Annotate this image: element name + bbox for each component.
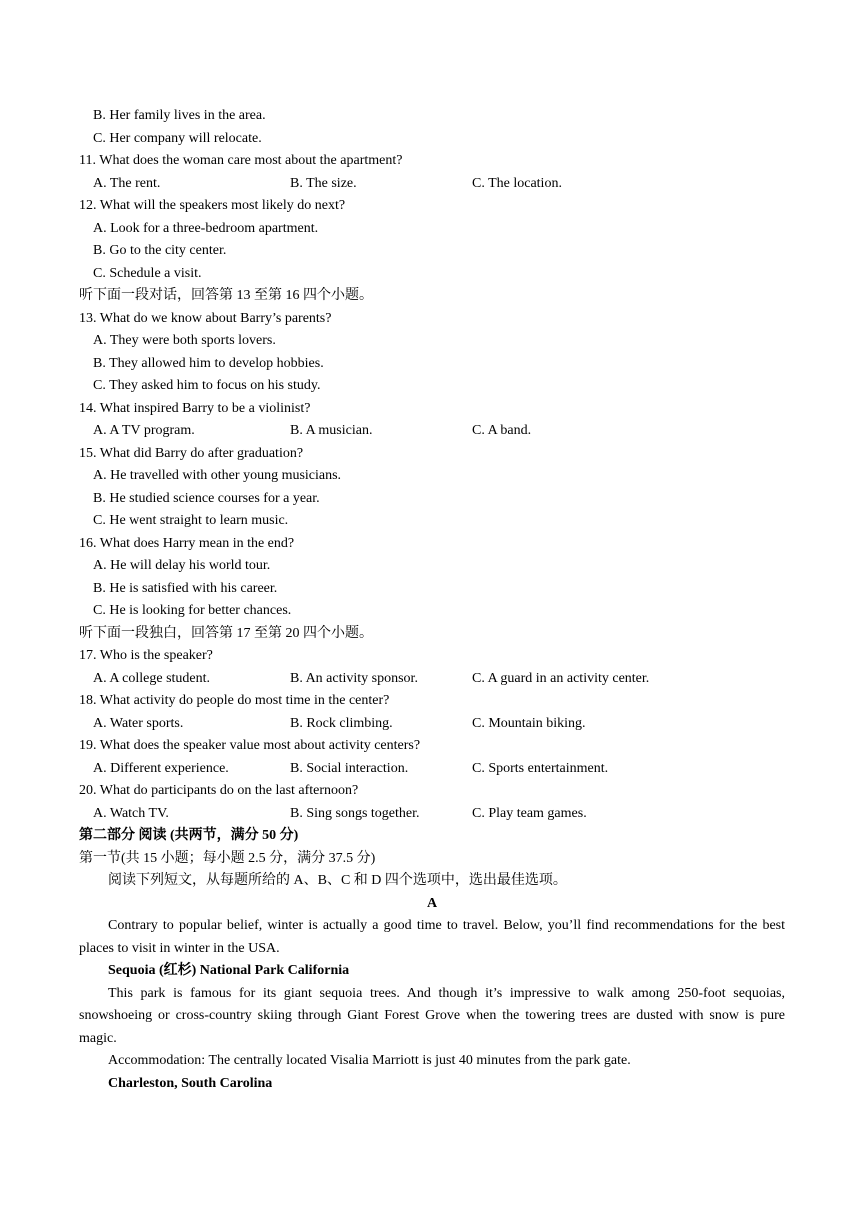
option-b: B. Rock climbing. [290, 715, 393, 731]
place2-title: Charleston, South Carolina [108, 1075, 273, 1091]
question: 19. What does the speaker value most about activity centers? [79, 738, 421, 753]
question: 听下面一段独白，回答第 17 至第 20 四个小题。 [79, 625, 373, 641]
part2-heading: 第二部分 阅读 (共两节，满分 50 分) [79, 828, 299, 843]
option: B. They allowed him to develop hobbies. [93, 355, 324, 371]
option-b: B. Sing songs together. [290, 805, 420, 821]
option-row [79, 668, 785, 691]
question: 听下面一段对话，回答第 13 至第 16 四个小题。 [79, 288, 373, 303]
passage-label: A [426, 895, 438, 911]
option-c: C. Mountain biking. [472, 715, 586, 731]
option-a: A. Different experience. [93, 760, 229, 776]
option-row [79, 420, 785, 443]
question: 14. What inspired Barry to be a violinist? [79, 400, 311, 416]
option: A. He will delay his world tour. [93, 558, 271, 573]
option-row [79, 803, 785, 826]
question: 17. Who is the speaker? [79, 648, 213, 663]
question: 15. What did Barry do after graduation? [79, 445, 304, 461]
reading-instruction: 阅读下列短文，从每题所给的 A、B、C 和 D 四个选项中，选出最佳选项。 [108, 873, 567, 888]
question: 16. What does Harry mean in the end? [79, 535, 295, 551]
option: B. Her family lives in the area. [93, 108, 266, 123]
passage-intro: Contrary to popular belief, winter is actually a good time to travel. Below, you’ll find recommendations for the best places to visit in winter in the USA. [79, 918, 785, 956]
question: 20. What do participants do on the last afternoon? [79, 783, 359, 798]
question: 13. What do we know about Barry’s parents? [79, 310, 332, 326]
option: C. He went straight to learn music. [93, 513, 289, 528]
place1-accommodation: Accommodation: The centrally located Visalia Marriott is just 40 minutes from the park gate. [108, 1053, 631, 1068]
option: C. Her company will relocate. [93, 130, 262, 146]
question: 12. What will the speakers most likely do next? [79, 198, 346, 213]
question: 11. What does the woman care most about the apartment? [79, 153, 403, 168]
question: 18. What activity do people do most time in the center? [79, 693, 390, 708]
option: C. Schedule a visit. [93, 265, 202, 281]
option-b: B. An activity sponsor. [290, 670, 418, 686]
option-a: A. A TV program. [93, 423, 195, 438]
option-c: C. A band. [472, 423, 532, 438]
option-a: A. A college student. [93, 670, 211, 686]
option-b: B. The size. [290, 175, 357, 191]
option: B. Go to the city center. [93, 243, 227, 258]
option: C. They asked him to focus on his study. [93, 378, 321, 393]
option: A. They were both sports lovers. [93, 333, 276, 348]
option-row [79, 713, 785, 736]
option-row [79, 758, 785, 781]
option-b: B. Social interaction. [290, 760, 409, 776]
option: A. He travelled with other young musicians. [93, 468, 342, 483]
option: B. He studied science courses for a year. [93, 490, 320, 506]
section1-heading: 第一节(共 15 小题；每小题 2.5 分，满分 37.5 分) [79, 850, 376, 866]
option-c: C. A guard in an activity center. [472, 670, 650, 686]
place1-title: Sequoia (红杉) National Park California [108, 963, 350, 978]
option: B. He is satisfied with his career. [93, 580, 278, 596]
exam-page [79, 105, 785, 1095]
listening-section [79, 105, 785, 825]
option-row [79, 173, 785, 196]
option-c: C. Play team games. [472, 805, 587, 821]
option: C. He is looking for better chances. [93, 603, 292, 618]
option-a: A. The rent. [93, 175, 161, 191]
option-c: C. The location. [472, 175, 562, 191]
option-c: C. Sports entertainment. [472, 760, 609, 776]
option: A. Look for a three-bedroom apartment. [93, 220, 319, 236]
place1-text: This park is famous for its giant sequoia trees. And though it’s impressive to walk among 250-foot sequoias, snowshoeing or cross-country skiing through Giant Forest Grove when the towering trees are dusted with snow is pure magic. [79, 985, 785, 1046]
option-b: B. A musician. [290, 423, 373, 438]
option-a: A. Water sports. [93, 715, 184, 731]
option-a: A. Watch TV. [93, 805, 169, 821]
